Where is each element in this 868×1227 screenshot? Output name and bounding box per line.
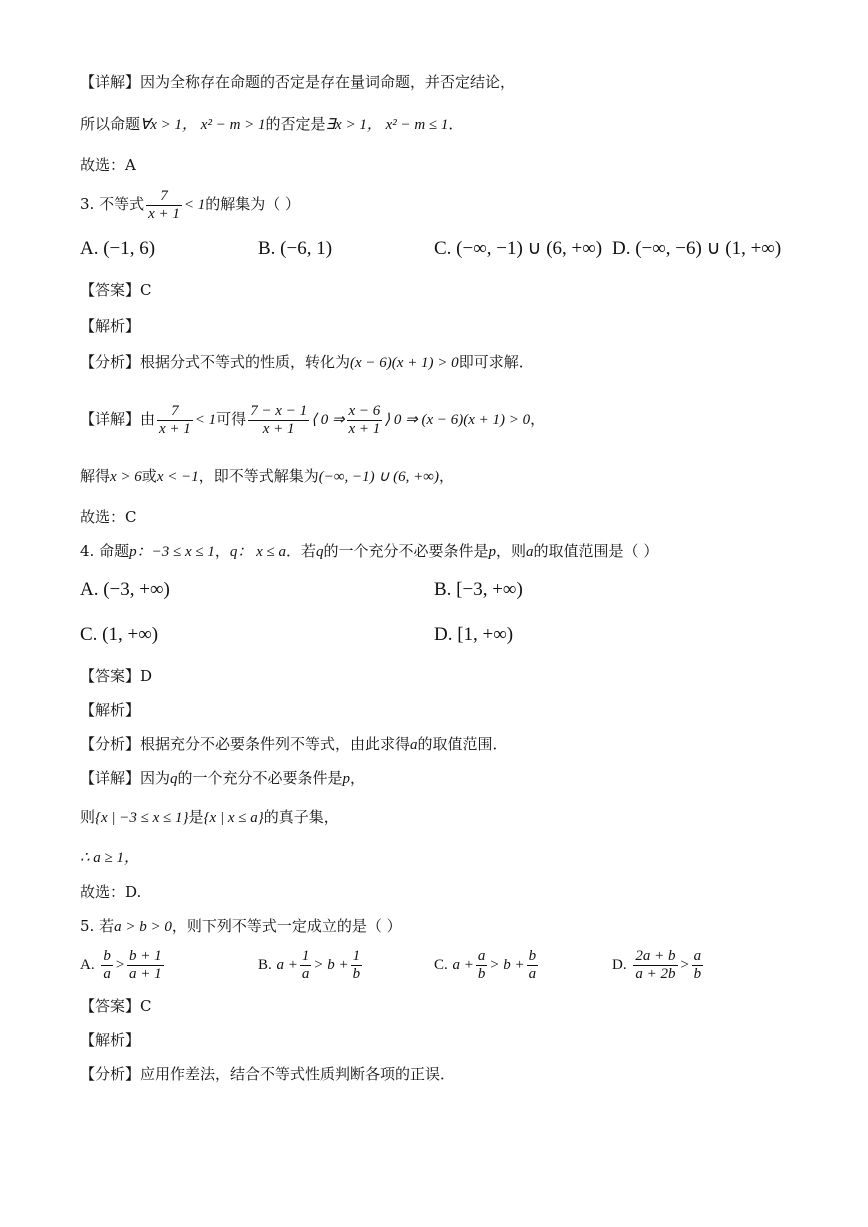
option-text: C. (1, +∞) — [80, 624, 159, 645]
option-text: B. (−6, 1) — [258, 238, 333, 259]
text: 或 — [141, 467, 157, 485]
text: 的取值范围是（ ） — [533, 542, 659, 560]
math: q： x ≤ a — [229, 544, 286, 560]
text: 的否定是 — [265, 115, 326, 133]
option-text: A. (−3, +∞) — [80, 579, 170, 600]
numerator: b — [103, 947, 111, 964]
fraction — [476, 948, 488, 983]
detail-line — [80, 768, 365, 789]
denominator: a + 2b — [635, 965, 676, 982]
numerator: b — [528, 947, 537, 964]
text: 【答案】C — [80, 997, 152, 1015]
option-letter: C. — [434, 957, 448, 973]
answer-line — [80, 666, 152, 686]
text: ， — [214, 542, 230, 560]
denominator: b — [352, 965, 361, 982]
text: 的一个充分不必要条件是 — [177, 769, 343, 787]
denominator: a — [528, 965, 537, 982]
text: 则 — [80, 808, 96, 826]
text: 【分析】根据充分不必要条件列不等式，由此求得 — [80, 735, 411, 753]
math: {x | x ≤ a} — [203, 810, 264, 826]
text: 所以命题 — [80, 115, 141, 133]
denominator: x + 1 — [159, 420, 191, 437]
math: < 1 — [194, 412, 217, 428]
answer-line — [80, 996, 151, 1016]
denominator: a — [301, 965, 310, 982]
math: > b + — [313, 957, 349, 973]
option-letter: D. — [612, 957, 627, 973]
math: a — [410, 737, 418, 753]
option-letter: B. — [258, 957, 272, 973]
text: 的解集为（ ） — [205, 195, 301, 213]
math: (−∞, −1) ∪ (6, +∞) — [318, 469, 439, 485]
text: 故选：D. — [80, 883, 142, 901]
fraction — [347, 403, 383, 438]
option-letter: A. — [80, 957, 95, 973]
text: 故选：C — [80, 508, 137, 526]
text: ，则 — [496, 542, 527, 560]
math: > b + — [489, 957, 525, 973]
numerator: a — [693, 947, 702, 964]
text: 【分析】应用作差法，结合不等式性质判断各项的正误． — [80, 1065, 456, 1083]
option-b — [258, 239, 332, 259]
math: > — [679, 957, 690, 973]
math: (x − 6)(x + 1) > 0 — [350, 355, 459, 371]
analysis-line — [80, 734, 508, 755]
text: ． — [448, 115, 464, 133]
text: 可得 — [216, 410, 247, 428]
math: ∃x > 1， x² − m ≤ 1 — [325, 117, 449, 133]
numerator: 2a + b — [635, 947, 676, 964]
text: 故选：A — [80, 156, 136, 174]
math: x > 6 — [110, 469, 142, 485]
text: 【解析】 — [80, 701, 141, 719]
fraction — [146, 188, 182, 223]
fraction — [127, 948, 164, 983]
text: 【分析】根据分式不等式的性质，转化为 — [80, 353, 351, 371]
text: 解得 — [80, 467, 111, 485]
option-c — [80, 625, 158, 645]
math: a > b > 0 — [114, 919, 172, 935]
solution-line — [80, 466, 454, 487]
explanation-line — [80, 72, 515, 92]
fraction — [527, 948, 539, 983]
denominator: b — [477, 965, 486, 982]
answer-line — [80, 280, 151, 300]
option-b — [258, 942, 364, 987]
math: q — [316, 544, 324, 560]
option-a — [80, 942, 166, 987]
denominator: a + 1 — [129, 965, 162, 982]
text: 的取值范围． — [417, 735, 508, 753]
math: p — [488, 544, 497, 560]
option-text: A. (−1, 6) — [80, 238, 156, 259]
text: 【解析】 — [80, 1031, 141, 1049]
option-c — [434, 942, 540, 987]
math: ∴ a ≥ 1， — [80, 850, 140, 866]
text: 【答案】C — [80, 281, 152, 299]
text: 是 — [188, 808, 204, 826]
denominator: x + 1 — [348, 420, 381, 437]
option-d — [612, 942, 705, 987]
fraction — [300, 948, 312, 983]
numerator: 7 — [157, 403, 193, 421]
selection-line — [80, 155, 136, 175]
text: ，即不等式解集为 — [198, 467, 319, 485]
math: ⟩ 0 ⇒ (x − 6)(x + 1) > 0 — [384, 412, 531, 428]
option-text: D. (−∞, −6) ∪ (1, +∞) — [612, 238, 782, 259]
numerator: a — [477, 947, 486, 964]
text: ， — [438, 467, 454, 485]
numerator: 7 − x − 1 — [250, 402, 308, 419]
math: p：−3 ≤ x ≤ 1 — [129, 544, 215, 560]
option-d — [612, 239, 781, 259]
option-c — [434, 239, 602, 259]
option-a — [80, 239, 155, 259]
denominator: x + 1 — [148, 205, 180, 222]
question-number: 4. 命题 — [80, 542, 130, 560]
detail-line — [80, 807, 339, 828]
text: ．若 — [286, 542, 317, 560]
math: ∀x > 1， x² − m > 1 — [140, 117, 266, 133]
analysis-heading — [80, 316, 140, 336]
numerator: x − 6 — [348, 402, 381, 419]
text: 【详解】因为 — [80, 769, 171, 787]
math: a — [526, 544, 534, 560]
analysis-heading — [80, 1030, 140, 1050]
fraction — [101, 948, 113, 983]
math: a + — [452, 957, 474, 973]
option-b — [434, 580, 523, 600]
math: ⟨ 0 ⇒ — [311, 412, 345, 428]
question-3 — [80, 186, 300, 223]
selection-line — [80, 507, 136, 527]
math: < 1 — [183, 197, 206, 213]
text: 【解析】 — [80, 317, 141, 335]
selection-line — [80, 882, 141, 902]
math: {x | −3 ≤ x ≤ 1} — [95, 810, 189, 826]
fraction — [248, 403, 309, 438]
question-5 — [80, 916, 402, 937]
numerator: b + 1 — [129, 947, 162, 964]
option-a — [80, 580, 170, 600]
text: ，则下列不等式一定成立的是（ ） — [171, 917, 402, 935]
fraction — [157, 403, 193, 438]
text: 即可求解． — [458, 353, 534, 371]
fraction — [633, 948, 677, 983]
fraction — [351, 948, 363, 983]
denominator: a — [103, 965, 111, 982]
option-text: D. [1, +∞) — [434, 624, 514, 645]
analysis-heading — [80, 700, 140, 720]
fraction — [692, 948, 704, 983]
analysis-line — [80, 352, 534, 373]
text: ， — [350, 769, 366, 787]
text: 【答案】D — [80, 667, 153, 685]
option-d — [434, 625, 513, 645]
option-text: C. (−∞, −1) ∪ (6, +∞) — [434, 238, 603, 259]
explanation-line — [80, 114, 463, 135]
math: a + — [276, 957, 298, 973]
option-text: B. [−3, +∞) — [434, 579, 523, 600]
analysis-line — [80, 1064, 455, 1084]
denominator: b — [693, 965, 702, 982]
text: ， — [530, 410, 546, 428]
numerator: 1 — [352, 947, 361, 964]
denominator: x + 1 — [262, 420, 295, 437]
numerator: 1 — [301, 947, 310, 964]
math: q — [170, 771, 178, 787]
question-number: 3. 不等式 — [80, 195, 145, 213]
math: > — [114, 957, 125, 973]
text: 的真子集， — [263, 808, 339, 826]
text: 【详解】由 — [80, 410, 156, 428]
text: 【详解】因为全称存在命题的否定是存在量词命题，并否定结论， — [80, 73, 516, 91]
detail-line — [80, 847, 139, 868]
detail-line — [80, 398, 545, 441]
math: x < −1 — [156, 469, 199, 485]
numerator: 7 — [146, 188, 182, 206]
question-number: 5. 若 — [80, 917, 115, 935]
question-4 — [80, 541, 658, 562]
text: 的一个充分不必要条件是 — [323, 542, 489, 560]
math: p — [342, 771, 351, 787]
